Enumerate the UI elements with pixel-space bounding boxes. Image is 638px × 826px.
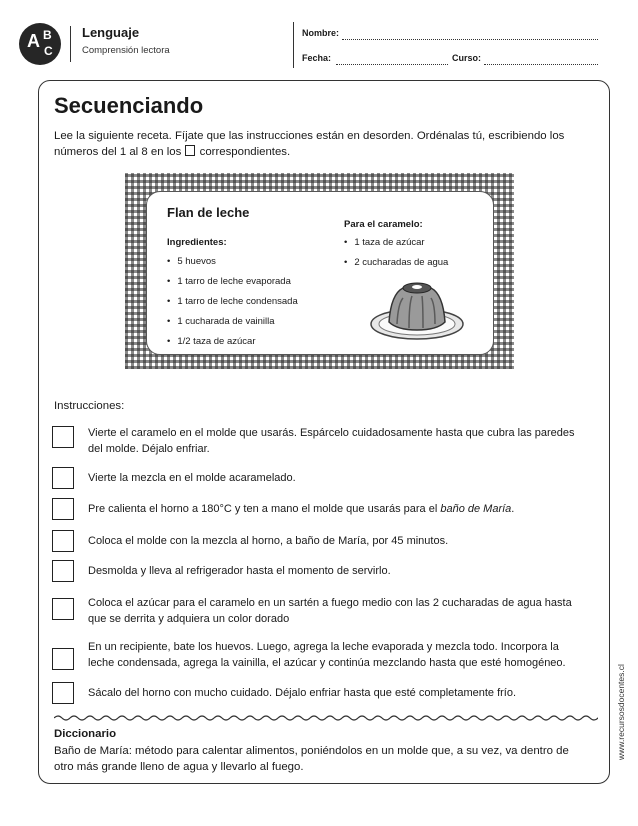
abc-logo — [19, 23, 61, 65]
intro-text — [54, 128, 594, 160]
subject-subtitle: Comprensión lectora — [82, 45, 170, 56]
ingredients-list — [167, 252, 298, 352]
ingredient-item: • 1 tarro de leche evaporada — [167, 272, 298, 292]
caramel-item: • 2 cucharadas de agua — [344, 253, 448, 273]
header-divider — [70, 26, 71, 62]
instruction-text: Vierte el caramelo en el molde que usarás. Espárcelo cuidadosamente hasta que cubra las paredes del molde. Déjalo enfriar. — [88, 427, 575, 455]
order-number-box[interactable] — [52, 498, 74, 520]
order-number-box[interactable] — [52, 426, 74, 448]
caramel-label: Para el caramelo: — [344, 219, 423, 230]
instruction-text-part: . — [511, 503, 515, 515]
side-url: www.recursosdocentes.cl — [616, 664, 626, 760]
instruction-text: Vierte la mezcla en el molde acaramelado. — [88, 472, 296, 484]
caramel-list — [344, 233, 448, 273]
order-number-box[interactable] — [52, 648, 74, 670]
ingredients-label: Ingredientes: — [167, 237, 227, 248]
wavy-divider — [54, 714, 598, 722]
date-label: Fecha: — [302, 53, 332, 63]
logo-letter-b: B — [43, 28, 52, 42]
date-field[interactable] — [336, 63, 448, 65]
instruction-text: Sácalo del horno con mucho cuidado. Déjalo enfriar hasta que esté completamente frío. — [88, 687, 517, 699]
ingredient-item: • 1/2 taza de azúcar — [167, 332, 298, 352]
dictionary-text: Baño de María: método para calentar alimentos, poniéndolos en un molde que, a su vez, va dentro de otro más grande lleno de agua y llevarlo al fuego. — [54, 745, 569, 773]
flan-on-plate-icon — [367, 274, 467, 342]
instructions-label: Instrucciones: — [54, 400, 125, 412]
logo-letter-a: A — [27, 31, 40, 51]
ingredient-item: • 5 huevos — [167, 252, 298, 272]
ingredient-item: • 1 cucharada de vainilla — [167, 312, 298, 332]
order-number-box[interactable] — [52, 598, 74, 620]
recipe-title: Flan de leche — [167, 205, 250, 220]
intro-text-start: Lee la siguiente receta. Fíjate que las instrucciones están en desorden. Ordénalas tú, escribiendo los números del 1 al 8 en los — [54, 130, 565, 158]
header-divider-right — [293, 22, 294, 68]
logo-letter-c: C — [44, 44, 53, 58]
instruction-text — [88, 502, 588, 518]
order-number-box[interactable] — [52, 467, 74, 489]
subject-title: Lenguaje — [82, 25, 140, 40]
name-field[interactable] — [342, 38, 598, 40]
instruction-text-part: Pre calienta el horno a 180°C y ten a mano el molde que usarás para el — [88, 503, 441, 515]
dictionary-title: Diccionario — [54, 728, 117, 740]
instruction-text-italic: baño de María — [440, 503, 512, 515]
course-label: Curso: — [452, 53, 481, 63]
name-label: Nombre: — [302, 28, 340, 38]
small-box-icon — [185, 145, 195, 156]
instruction-text: Coloca el azúcar para el caramelo en un sartén a fuego medio con las 2 cucharadas de agua hasta que se derrita y adquiera un color dorado — [88, 597, 572, 625]
page-title: Secuenciando — [54, 93, 204, 118]
instruction-text: Coloca el molde con la mezcla al horno, a baño de María, por 45 minutos. — [88, 535, 449, 547]
intro-text-end: correspondientes. — [199, 146, 291, 158]
course-field[interactable] — [484, 63, 598, 65]
order-number-box[interactable] — [52, 530, 74, 552]
instruction-text: En un recipiente, bate los huevos. Luego, agrega la leche evaporada y mezcla todo. Incorpora la leche condensada, agrega la vainilla, el azúcar y continúa mezclando hasta que esté homogéneo. — [88, 641, 566, 669]
order-number-box[interactable] — [52, 560, 74, 582]
ingredient-item: • 1 tarro de leche condensada — [167, 292, 298, 312]
instruction-text: Desmolda y lleva al refrigerador hasta el momento de servirlo. — [88, 565, 391, 577]
caramel-item: • 1 taza de azúcar — [344, 233, 448, 253]
order-number-box[interactable] — [52, 682, 74, 704]
